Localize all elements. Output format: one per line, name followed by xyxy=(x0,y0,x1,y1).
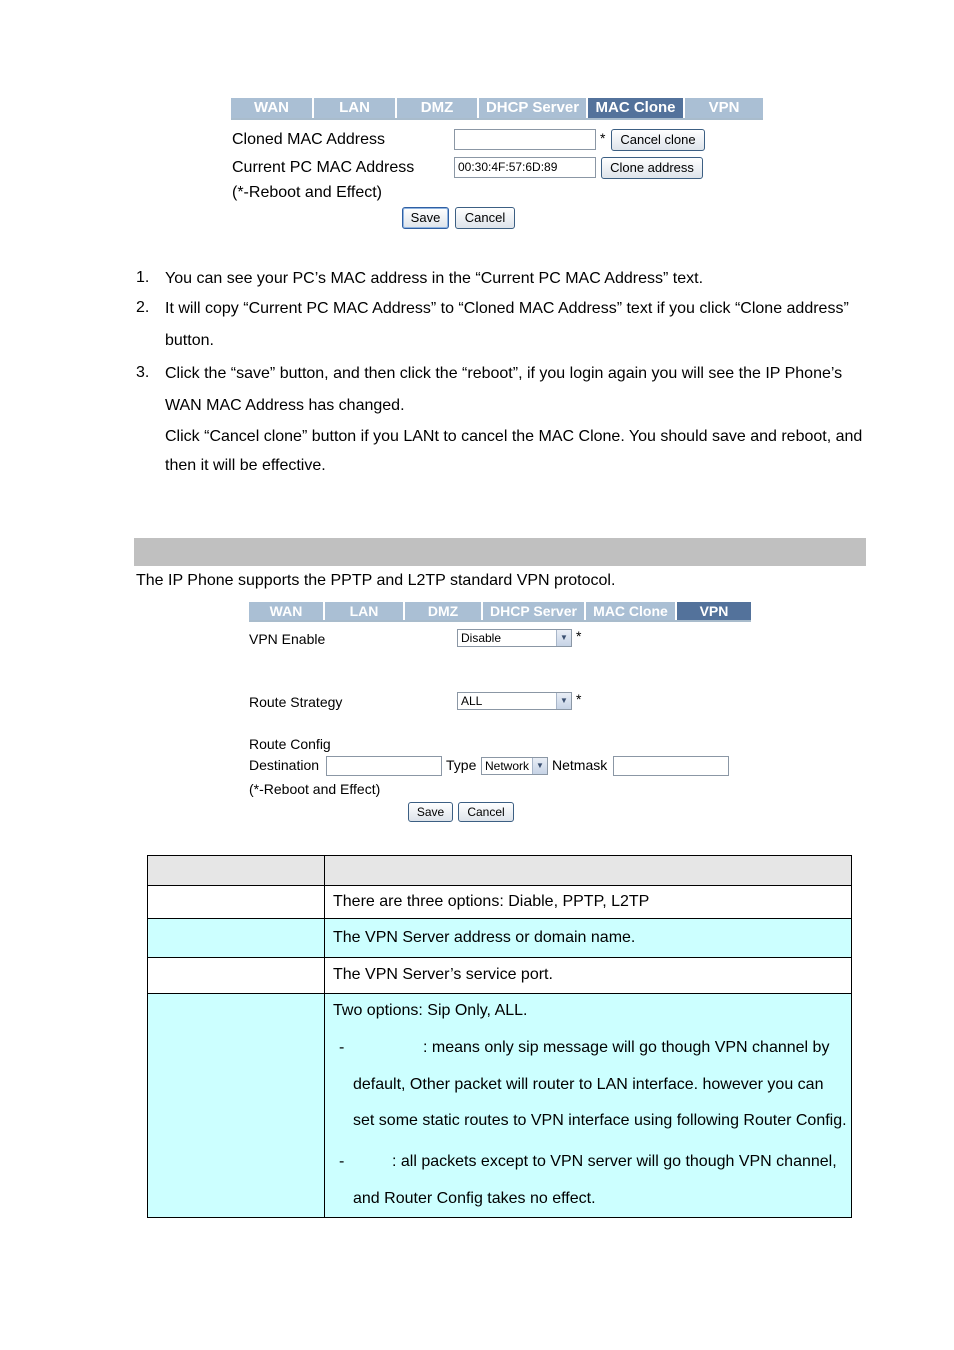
current-pc-mac-label: Current PC MAC Address xyxy=(232,159,415,176)
step-text: You can see your PC’s MAC address in the “Current PC MAC Address” text. xyxy=(165,270,704,287)
tab-dmz[interactable]: DMZ xyxy=(397,98,477,118)
reboot-note: (*-Reboot and Effect) xyxy=(232,184,383,201)
tab-mac-clone[interactable]: MAC Clone xyxy=(586,602,675,620)
destination-label: Destination xyxy=(249,757,320,773)
required-mark: * xyxy=(576,691,582,707)
table-cell xyxy=(325,958,852,994)
route-config-label: Route Config xyxy=(249,736,331,752)
vpn-port-description: The VPN Server’s service port. xyxy=(333,966,553,983)
table-cell xyxy=(148,886,325,919)
cancel-button[interactable]: Cancel xyxy=(458,802,514,822)
destination-input[interactable] xyxy=(326,756,442,776)
step-text: WAN MAC Address has changed. xyxy=(165,397,405,414)
route-strategy-label: Route Strategy xyxy=(249,694,343,710)
current-pc-mac-input[interactable]: 00:30:4F:57:6D:89 xyxy=(454,157,596,178)
cancel-clone-button[interactable]: Cancel clone xyxy=(611,129,705,151)
vpn-enable-label: VPN Enable xyxy=(249,631,326,647)
tab-dhcp-server[interactable]: DHCP Server xyxy=(479,98,586,118)
table-cell xyxy=(148,994,325,1218)
tab-dhcp-server[interactable]: DHCP Server xyxy=(483,602,584,620)
step-number: 2. xyxy=(136,299,150,316)
tab-wan[interactable]: WAN xyxy=(249,602,323,620)
tab-mac-clone[interactable]: MAC Clone xyxy=(588,98,683,118)
mac-clone-tab-bar xyxy=(231,98,763,120)
step-text: button. xyxy=(165,332,214,349)
bullet-text: : means only sip message will go though VPN channel by xyxy=(423,1039,830,1056)
save-button[interactable]: Save xyxy=(408,802,453,822)
section-heading-band xyxy=(134,538,866,566)
tab-lan[interactable]: LAN xyxy=(314,98,395,118)
cloned-mac-input[interactable] xyxy=(454,129,596,150)
step-text: Click the “save” button, and then click the “reboot”, if you login again you will see the IP Phone’s xyxy=(165,365,843,382)
cancel-clone-note: Click “Cancel clone” button if you LANt to cancel the MAC Clone. You should save and reboot, and xyxy=(165,428,863,445)
tab-dmz[interactable]: DMZ xyxy=(405,602,481,620)
chevron-down-icon: ▼ xyxy=(556,693,571,709)
bullet-text: : all packets except to VPN server will go though VPN channel, xyxy=(392,1153,837,1170)
table-cell xyxy=(325,886,852,919)
route-strategy-description xyxy=(325,994,851,1217)
cloned-mac-label: Cloned MAC Address xyxy=(232,131,385,148)
type-select[interactable] xyxy=(481,757,548,775)
bullet-dash: - xyxy=(339,1039,345,1056)
table-header-row xyxy=(148,856,852,886)
tab-vpn[interactable]: VPN xyxy=(685,98,763,118)
table-cell xyxy=(325,994,852,1218)
route-strategy-intro: Two options: Sip Only, ALL. xyxy=(333,1002,528,1019)
tab-wan[interactable]: WAN xyxy=(231,98,312,118)
save-button[interactable]: Save xyxy=(402,207,449,229)
table-row xyxy=(148,958,852,994)
vpn-enable-value: Disable xyxy=(461,631,502,645)
table-cell xyxy=(325,856,852,886)
cancel-button[interactable]: Cancel xyxy=(455,207,515,229)
tab-vpn[interactable]: VPN xyxy=(677,602,751,620)
required-mark: * xyxy=(576,628,582,644)
required-mark: * xyxy=(600,130,606,146)
step-number: 3. xyxy=(136,364,150,381)
table-row xyxy=(148,886,852,919)
route-strategy-select[interactable] xyxy=(457,692,572,710)
vpn-parameter-table xyxy=(147,855,852,1218)
bullet-text: set some static routes to VPN interface using following Router Config. xyxy=(353,1112,847,1129)
reboot-note: (*-Reboot and Effect) xyxy=(249,781,381,797)
table-row xyxy=(148,994,852,1218)
type-label: Type xyxy=(446,757,477,773)
netmask-input[interactable] xyxy=(613,756,729,776)
table-cell xyxy=(148,856,325,886)
chevron-down-icon: ▼ xyxy=(532,758,547,774)
bullet-text: and Router Config takes no effect. xyxy=(353,1190,596,1207)
step-number: 1. xyxy=(136,269,150,286)
vpn-enable-select[interactable] xyxy=(457,629,572,647)
tab-lan[interactable]: LAN xyxy=(325,602,403,620)
type-value: Network xyxy=(485,759,530,773)
step-text: It will copy “Current PC MAC Address” to “Cloned MAC Address” text if you click “Clone address” xyxy=(165,300,849,317)
clone-address-button[interactable]: Clone address xyxy=(601,157,703,179)
netmask-label: Netmask xyxy=(552,757,608,773)
table-cell xyxy=(148,919,325,958)
table-cell xyxy=(325,919,852,958)
route-strategy-value: ALL xyxy=(461,694,483,708)
table-cell xyxy=(148,958,325,994)
cancel-clone-note: then it will be effective. xyxy=(165,457,326,474)
vpn-server-description: The VPN Server address or domain name. xyxy=(333,929,636,946)
vpn-intro: The IP Phone supports the PPTP and L2TP standard VPN protocol. xyxy=(136,572,616,589)
chevron-down-icon: ▼ xyxy=(556,630,571,646)
table-row xyxy=(148,919,852,958)
vpn-enable-description: There are three options: Diable, PPTP, L2TP xyxy=(333,893,650,910)
vpn-tab-bar xyxy=(249,602,751,622)
bullet-dash: - xyxy=(339,1153,345,1170)
bullet-text: default, Other packet will router to LAN interface. however you can xyxy=(353,1076,824,1093)
